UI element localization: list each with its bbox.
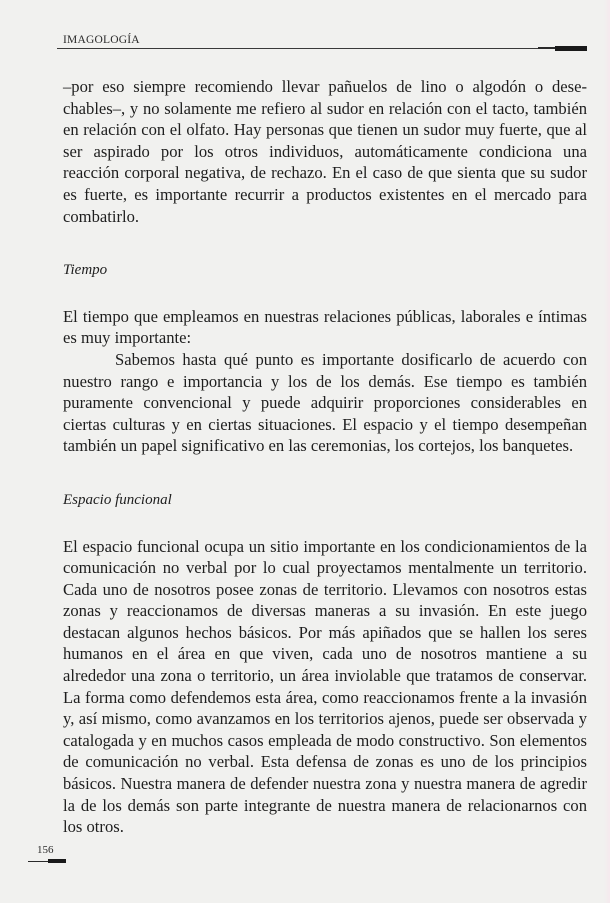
- paragraph-tiempo-1: El tiempo que empleamos en nuestras relaciones públicas, laborales e íntimas es muy importante:: [63, 306, 587, 348]
- spacer: [63, 227, 587, 260]
- footer-rule: [28, 861, 48, 862]
- header-rule: [57, 48, 567, 49]
- page-number: 156: [37, 844, 54, 856]
- running-header: IMAGOLOGÍA: [63, 34, 140, 46]
- section-title-tiempo: Tiempo: [63, 262, 108, 279]
- footer-rule-block: [48, 859, 66, 863]
- page-edge: [604, 0, 610, 903]
- spacer: [63, 512, 587, 536]
- spacer: [63, 282, 587, 306]
- opening-paragraph: –por eso siempre recomiendo llevar pañuelos de lino o algodón o desechables–, y no solamente me refiero al sudor en relación con el tacto, también en relación con el olfato. Hay personas que tienen un sudor muy fuerte, que al ser aspirado por los otros individuos, automáticamente condiciona una reacción corporal negativa, de rechazo. En el caso de que sienta que su sudor es fuerte, es importante recurrir a productos existentes en el mercado para combatirlo.: [63, 77, 587, 226]
- section-title-espacio-funcional: Espacio funcional: [63, 491, 172, 508]
- paragraph-tiempo-2: Sabemos hasta qué punto es importante dosificarlo de acuerdo con nuestro rango e importancia y los de los demás. Ese tiempo es también puramente convencional y puede adquirir proporciones considerables en ciertas culturas y en ciertas situaciones. El espacio y el tiempo desempeñan también un papel significativo en las ceremonias, los cortejos, los banquetes.: [63, 349, 587, 456]
- page-content: [63, 76, 587, 838]
- spacer: [63, 457, 587, 490]
- paragraph-espacio-funcional-1: El espacio funcional ocupa un sitio importante en los condicionamientos de la comunicación no verbal por lo cual proyectamos mentalmente un territorio. Cada uno de nosotros posee zonas de territorio. Llevamos con nosotros estas zonas y reaccionamos de diversas maneras a su invasión. En este juego destacan algunos hechos básicos. Por más apiñados que se hallen los seres humanos en el área en que viven, cada uno de nosotros mantiene a su alrededor una zona o territorio, un área inviolable que tratamos de conservar. La forma como defendemos esta área, como reaccionamos frente a la invasión y, así mismo, como avanzamos en los territorios ajenos, puede ser observada y catalogada y en muchos casos empleada de modo constructivo. Son elementos de comunicación no verbal. Esta defensa de zonas es uno de los principios básicos. Nuestra manera de defender nuestra zona y nuestra manera de agredir la de los demás son parte integrante de nuestra manera de relacionarnos con los otros.: [63, 536, 587, 837]
- header-rule-block: [555, 46, 587, 51]
